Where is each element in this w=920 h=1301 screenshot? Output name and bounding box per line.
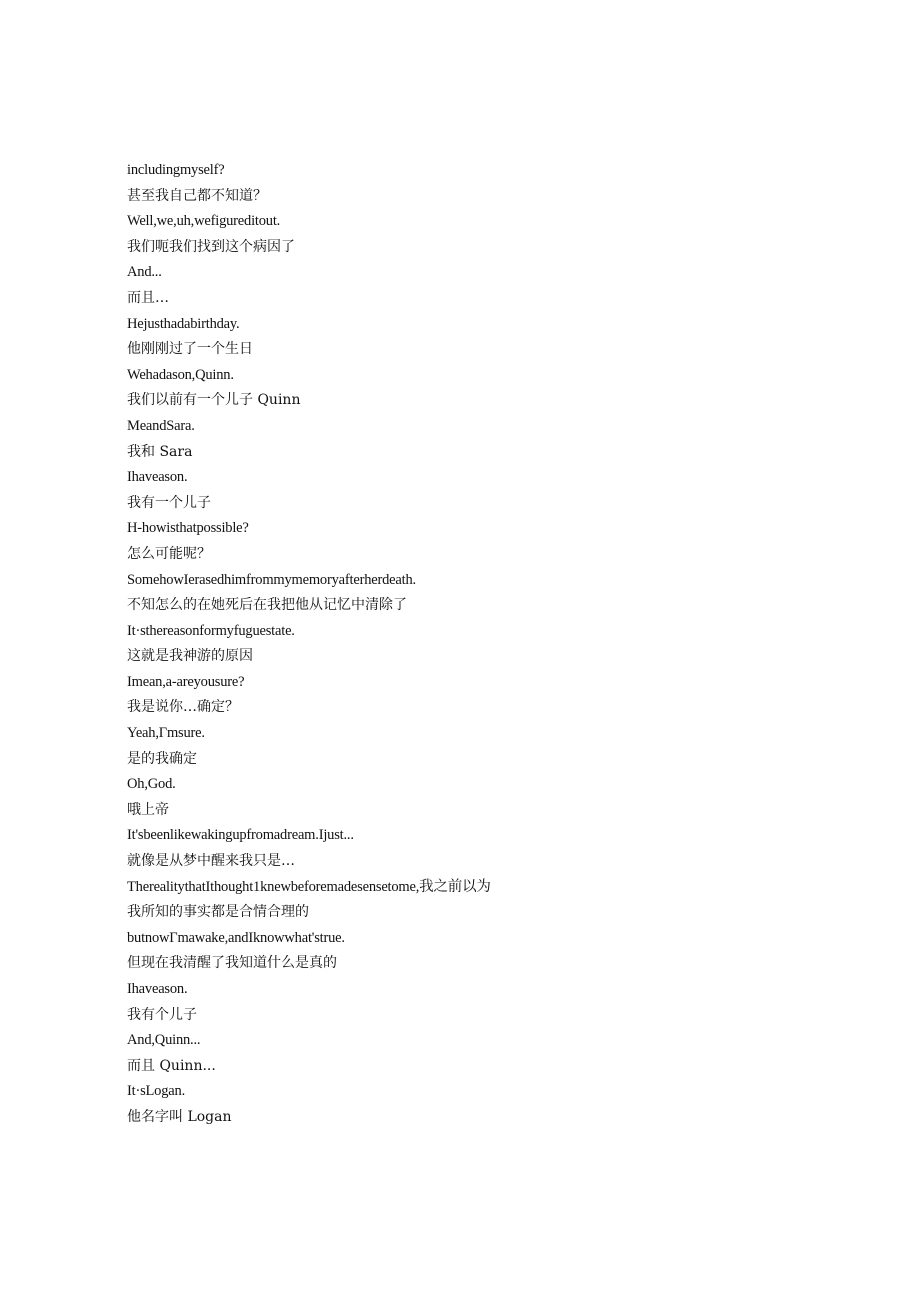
- transcript-text: [127, 158, 887, 1131]
- transcript-line: includingmyself?: [127, 162, 225, 178]
- transcript-line: 不知怎么的在她死后在我把他从记忆中清除了: [127, 597, 407, 614]
- transcript-line: 我和 Sara: [127, 443, 193, 460]
- transcript-line: Yeah,Γmsure.: [127, 725, 205, 742]
- transcript-line: 这就是我神游的原因: [127, 648, 253, 665]
- transcript-line: H-howisthatpossible?: [127, 520, 249, 537]
- transcript-line: 而且…: [127, 289, 169, 306]
- transcript-line: 而且 Quinn...: [127, 1057, 216, 1074]
- transcript-line: TherealitythatIthought1knewbeforemadesensetome,我之前以为: [127, 878, 491, 895]
- transcript-line: butnowΓmawake,andIknowwhat'strue.: [127, 929, 345, 946]
- transcript-line: Ihaveason.: [127, 981, 188, 997]
- transcript-line: Imean,a-areyousure?: [127, 673, 245, 690]
- transcript-line: 甚至我自己都不知道？: [127, 187, 267, 204]
- transcript-line: Well,we,uh,wefigureditout.: [127, 213, 281, 230]
- transcript-line: Ihaveason.: [127, 469, 188, 486]
- transcript-line: It·sLogan.: [127, 1083, 185, 1100]
- transcript-line: 我所知的事实都是合情合理的: [127, 904, 309, 921]
- transcript-line: 怎么可能呢？: [127, 545, 211, 562]
- transcript-line: 是的我确定: [127, 750, 197, 767]
- transcript-line: SomehowIerasedhimfrommymemoryafterherdeath.: [127, 571, 416, 588]
- transcript-line: 他名字叫 Logan: [127, 1108, 232, 1125]
- transcript-line: 我有个儿子: [127, 1006, 197, 1023]
- transcript-line: Wehadason,Quinn.: [127, 366, 234, 383]
- transcript-line: 但现在我清醒了我知道什么是真的: [127, 955, 337, 972]
- transcript-line: 我有一个儿子: [127, 494, 211, 511]
- transcript-line: It·sthereasonformyfuguestate.: [127, 622, 295, 639]
- transcript-line: 他刚刚过了一个生日: [127, 341, 253, 358]
- transcript-line: 就像是从梦中醒来我只是…: [127, 853, 295, 870]
- transcript-line: And...: [127, 264, 162, 281]
- transcript-line: 我是说你…确定？: [127, 699, 239, 716]
- transcript-line: It'sbeenlikewakingupfromadream.Ijust...: [127, 827, 354, 844]
- transcript-line: Oh,God.: [127, 776, 176, 793]
- transcript-line: Hejusthadabirthday.: [127, 315, 240, 332]
- transcript-line: 哦上帝: [127, 801, 169, 818]
- transcript-line: 我们呃我们找到这个病因了: [127, 238, 295, 255]
- transcript-line: MeandSara.: [127, 417, 195, 434]
- transcript-line: And,Quinn...: [127, 1032, 201, 1049]
- transcript-line: 我们以前有一个儿子 Quinn: [127, 392, 301, 409]
